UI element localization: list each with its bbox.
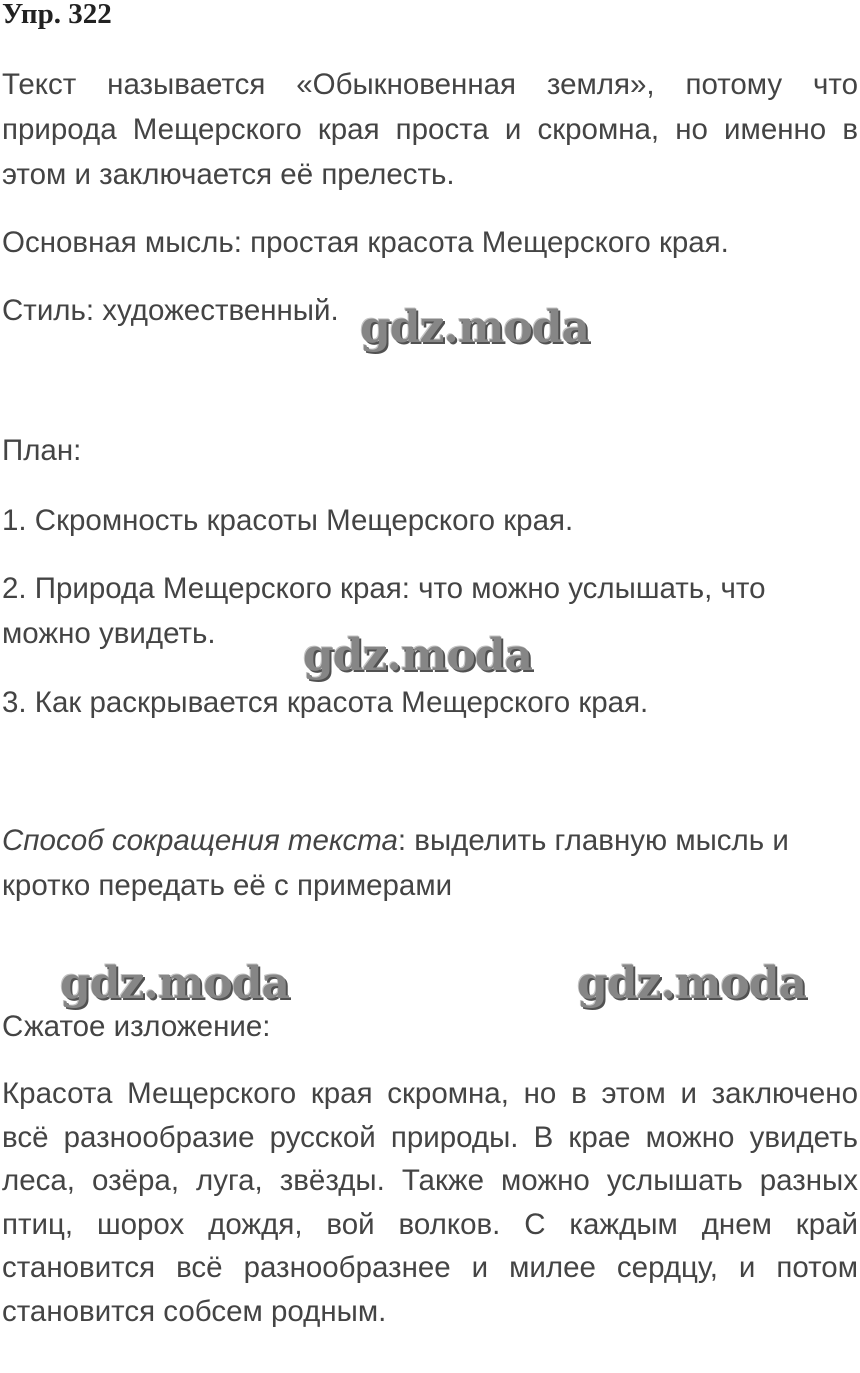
watermark-logo: gdz.moda [360,302,590,353]
watermark-logo: gdz.moda [577,958,807,1009]
method-paragraph [2,818,858,908]
style-line: Стиль: художественный. [2,294,339,327]
method-label: Способ сокращения текста [2,824,398,857]
watermark-logo: gdz.moda [303,630,533,681]
summary-title: Сжатое изложение: [2,1010,271,1043]
summary-paragraph: Красота Мещерского края скромна, но в этом и заключено всё разнообразие русской природы. В крае можно увидеть леса, озёра, луга, звёзды. Также можно услышать разных птиц, шорох дождя, вой волков. С каждым днем край становится всё разнообразнее и милее сердцу, и потом становится собсем родным. [2,1077,858,1328]
intro-paragraph: Текст называется «Обыкновенная земля», потому что природа Мещерского края проста и скромна, но именно в этом и заключается её прелесть. [2,68,858,191]
plan-item-2: 2. Природа Мещерского края: что можно услышать, что можно увидеть. [2,572,766,650]
plan-title: План: [2,434,82,467]
watermark-logo: gdz.moda [60,958,290,1009]
plan-item-3: 3. Как раскрывается красота Мещерского края. [2,686,649,719]
plan-item-1: 1. Скромность красоты Мещерского края. [2,504,574,537]
main-idea: Основная мысль: простая красота Мещерского края. [2,226,729,259]
exercise-title: Упр. 322 [2,0,112,30]
method-text: : выделить главную мысль и кротко передать её с примерами [2,824,789,902]
